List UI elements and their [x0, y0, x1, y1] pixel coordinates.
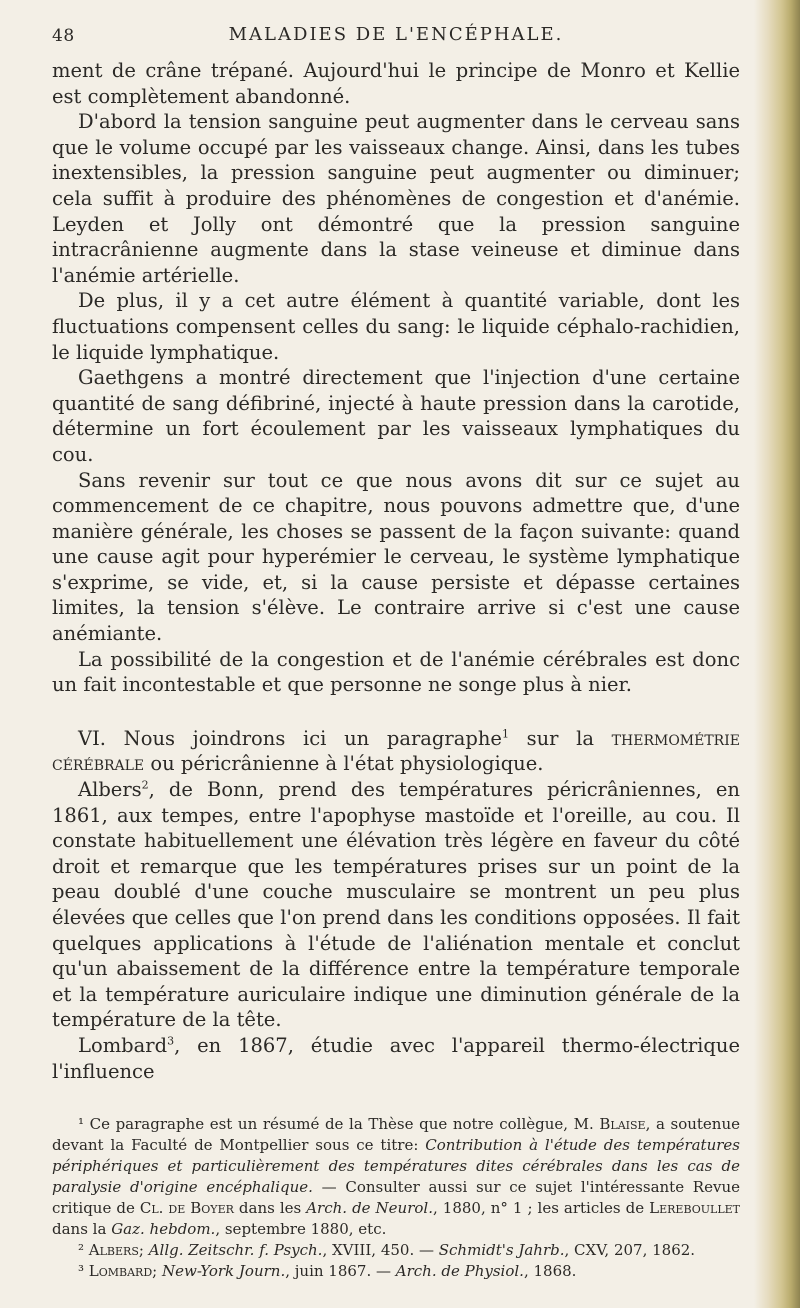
- text-span: , 1880, n° 1 ; les articles de: [433, 1199, 650, 1218]
- section-paragraph: [52, 726, 740, 777]
- book-page: [52, 0, 740, 1308]
- author-name: Lombard: [78, 1033, 168, 1057]
- text-span: — Consulter aussi sur ce sujet l'intéressante Revue critique de: [52, 1178, 740, 1218]
- paragraph: Gaethgens a montré directement que l'injection d'une certaine quantité de sang défibriné, injecté à haute pression dans la carotide, détermine un fort écoulement par les vaisseaux lymphatiques du cou.: [52, 366, 740, 466]
- text-span: ;: [138, 1241, 149, 1260]
- text-span: dans la: [52, 1220, 112, 1239]
- body-text: [52, 58, 740, 1084]
- text-span: , a soutenue devant la Faculté de Montpellier sous ce titre:: [52, 1115, 740, 1155]
- text-span: ;: [152, 1262, 162, 1281]
- journal-title: Arch. de Neurol.: [306, 1199, 433, 1218]
- paragraph: ment de crâne trépané. Aujourd'hui le principe de Monro et Kellie est complètement abandonné.: [52, 59, 740, 108]
- journal-title: New-York Journ.: [161, 1262, 286, 1281]
- text-span: , en 1867, étudie avec l'appareil thermo-électrique l'influence: [52, 1033, 740, 1083]
- page-header: [52, 0, 740, 58]
- author-name: Albers: [78, 778, 142, 802]
- text-span: dans les: [233, 1199, 307, 1218]
- footnote-ref: 3: [167, 1034, 175, 1048]
- page-number: 48: [52, 26, 75, 46]
- text-span: , septembre 1880, etc.: [215, 1220, 387, 1239]
- journal-title: Gaz. hebdom.: [111, 1220, 216, 1239]
- running-title: MALADIES DE L'ENCÉPHALE.: [228, 24, 564, 45]
- journal-title: Arch. de Physiol.: [395, 1262, 524, 1281]
- text-span: ¹ Ce paragraphe est un résumé de la Thèse que notre collègue, M.: [78, 1115, 600, 1134]
- paragraph: [52, 777, 740, 1033]
- work-title: Contribution à l'étude des températures périphériques et particulièrement des températures dites cérébrales dans les cas de paralysie d'origine encéphalique.: [52, 1136, 740, 1197]
- footnotes: [52, 1114, 740, 1282]
- paragraph: De plus, il y a cet autre élément à quantité variable, dont les fluctuations compensent celles du sang: le liquide céphalo-rachidien, le liquide lymphatique.: [52, 289, 740, 364]
- author-name: Albers: [88, 1241, 139, 1260]
- paragraph: La possibilité de la congestion et de l'anémie cérébrales est donc un fait incontestable et que personne ne songe plus à nier.: [52, 647, 740, 697]
- section-topic: thermométrie cérébrale: [52, 726, 740, 776]
- text-span: ou péricrânienne à l'état physiologique.: [144, 752, 544, 776]
- text-span: , 1868.: [523, 1262, 577, 1281]
- text-span: , de Bonn, prend des températures péricrâniennes, en 1861, aux tempes, entre l'apophyse mastoïde et l'oreille, au cou. Il constate habituellement une élévation très légère en faveur du côté droit et remarque que les températures prises sur un point de la peau doublé d'une couche musculaire se montrent un peu plus élevées que celles que l'on prend dans les conditions opposées. Il fait quelques applications à l'étude de l'aliénation mentale et conclut qu'un abaissement de la différence entre la température temporale et la température auriculaire indique une diminution générale de la température de la tête.: [52, 778, 740, 1032]
- author-name: Cl. de Boyer: [139, 1199, 234, 1218]
- journal-title: Schmidt's Jahrb.: [438, 1241, 565, 1260]
- text-span: sur la: [508, 726, 612, 750]
- journal-title: Allg. Zeitschr. f. Psych.: [148, 1241, 323, 1260]
- footnote-ref: 2: [141, 778, 149, 792]
- author-name: Blaise: [599, 1115, 646, 1134]
- text-span: ³: [78, 1262, 89, 1281]
- author-name: Lombard: [88, 1262, 153, 1281]
- footnote: [52, 1261, 740, 1282]
- paragraph: Sans revenir sur tout ce que nous avons dit sur ce sujet au commencement de ce chapitre, nous pouvons admettre que, d'une manière générale, les choses se passent de la façon suivante: quand une cause agit pour hyperémier le cerveau, le système lymphatique s'exprime, se vide, et, si la cause persiste et dépasse certaines limites, la tension s'élève. Le contraire arrive si c'est une cause anémiante.: [52, 468, 740, 646]
- text-span: , CXV, 207, 1862.: [564, 1241, 696, 1260]
- text-span: , XVIII, 450. —: [322, 1241, 439, 1260]
- text-span: , juin 1867. —: [285, 1262, 396, 1281]
- text-span: VI. Nous joindrons ici un paragraphe: [78, 726, 502, 750]
- paragraph: D'abord la tension sanguine peut augmenter dans le cerveau sans que le volume occupé par les vaisseaux change. Ainsi, dans les tubes inextensibles, la pression sanguine peut augmenter ou diminuer; cela suffit à produire des phénomènes de congestion et d'anémie. Leyden et Jolly ont démontré que la pression sanguine intracrânienne augmente dans la stase veineuse et diminue dans l'anémie artérielle.: [52, 110, 740, 287]
- text-span: ²: [78, 1241, 89, 1260]
- footnote-ref: 1: [501, 727, 509, 741]
- author-name: Lereboullet: [649, 1199, 740, 1218]
- footnote: [52, 1240, 740, 1261]
- paragraph: [52, 1033, 740, 1084]
- footnote: [52, 1114, 740, 1240]
- page-edge: [754, 0, 800, 1308]
